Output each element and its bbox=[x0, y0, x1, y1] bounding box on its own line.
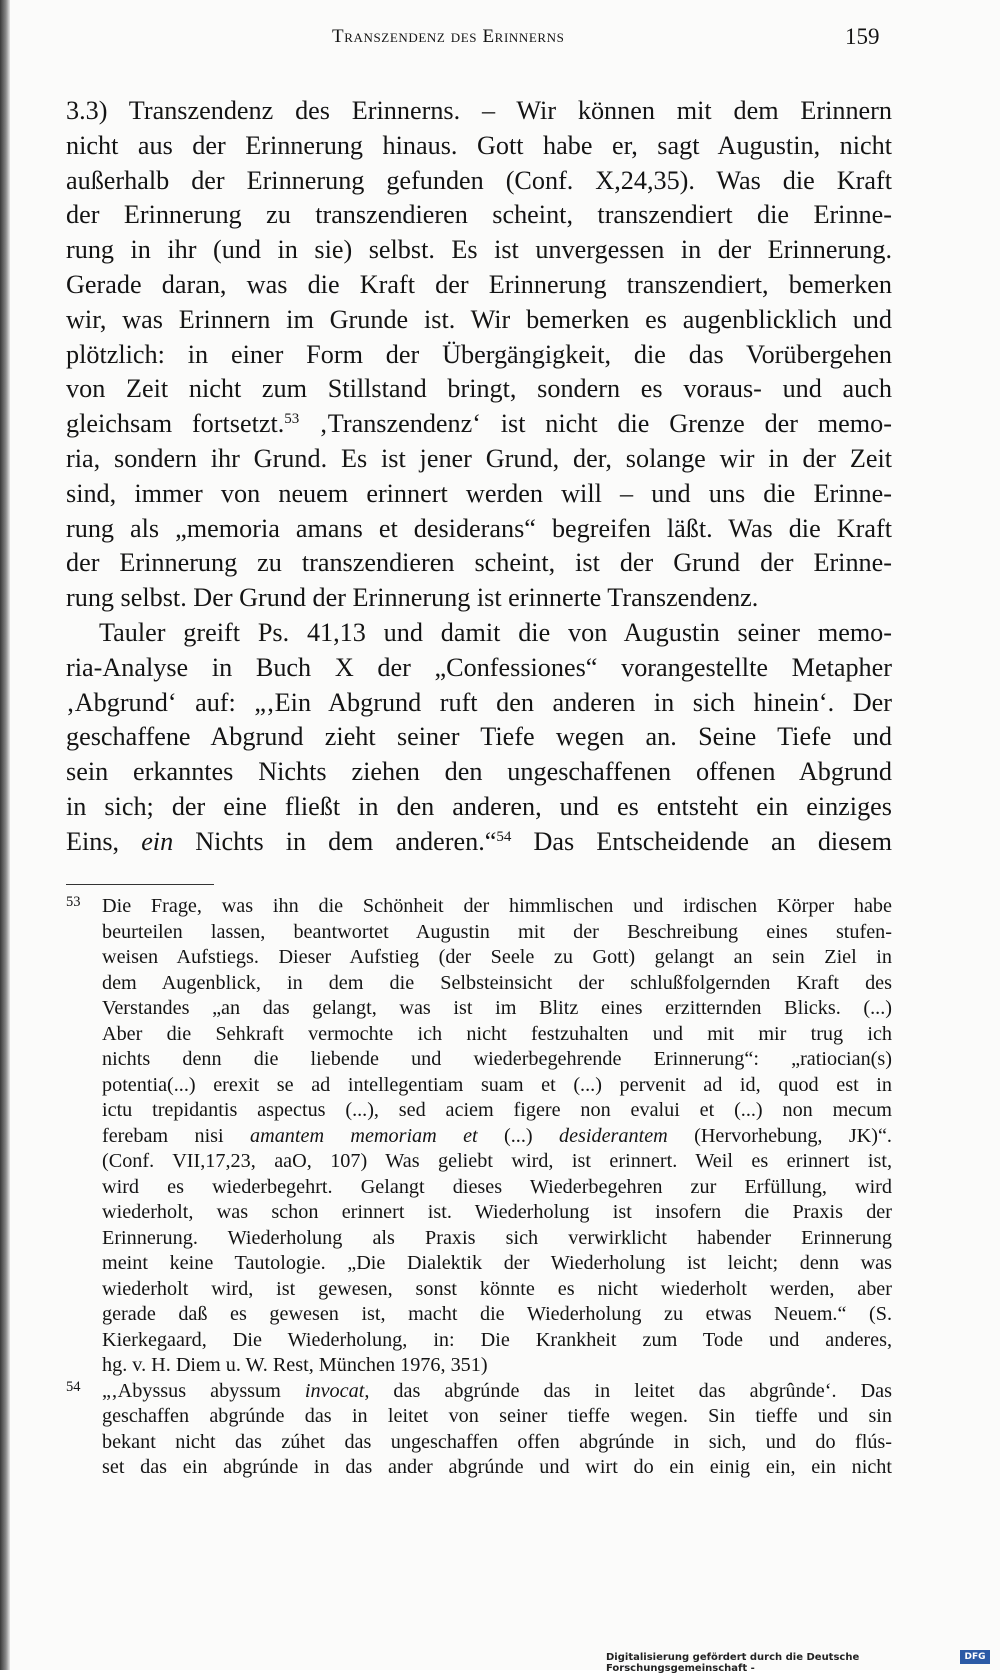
emphasis: invocat bbox=[304, 1379, 365, 1402]
footnote-line: gerade daß es gewesen ist, macht die Wiederholung zu etwas Neuem.“ (S. bbox=[102, 1303, 892, 1325]
footnote-line: meint keine Tautologie. „Die Dialektik der Wiederholung ist leicht; denn was bbox=[102, 1252, 892, 1274]
line-segment: „‚Abyssus abyssum bbox=[102, 1379, 305, 1402]
footnote-line: potentia(...) erexit se ad intellegentiam suam et (...) pervenit ad id, quod est in bbox=[102, 1073, 892, 1096]
line-segment: Nichts in dem anderen.“ bbox=[173, 826, 497, 856]
footnote-53 bbox=[66, 894, 892, 1379]
text-line: wir, was Erinnern im Grunde ist. Wir bemerken es augenblicklich und bbox=[66, 304, 892, 334]
text-line: sind, immer von neuem erinnert werden will – und uns die Erinne- bbox=[66, 478, 892, 508]
text-line: der Erinnerung zu transzendieren scheint, ist der Grund der Erinne- bbox=[66, 548, 892, 578]
footnote-line: dem Augenblick, in dem die Selbsteinsicht der schlußfolgernden Kraft des bbox=[102, 971, 892, 994]
footnote-54 bbox=[66, 1379, 892, 1481]
footnote-line: weisen Aufstiegs. Dieser Aufstieg (der Seele zu Gott) gelangt an sein Ziel in bbox=[102, 946, 892, 968]
line-segment: ferebam nisi bbox=[102, 1124, 251, 1147]
text-line bbox=[66, 825, 892, 860]
text-line: von Zeit nicht zum Stillstand bringt, sondern es voraus- und auch bbox=[66, 374, 892, 404]
footnote-line: beurteilen lassen, beantwortet Augustin mit der Beschreibung eines stufen- bbox=[102, 920, 892, 943]
line-segment: Das Entscheidende an diesem bbox=[511, 826, 892, 856]
text-line: nicht aus der Erinnerung hinaus. Gott habe er, sagt Augustin, nicht bbox=[66, 130, 892, 160]
footnotes bbox=[66, 894, 892, 1481]
text-line: ‚Abgrund‘ auf: „‚Ein Abgrund ruft den anderen in sich hinein‘. Der bbox=[66, 687, 892, 717]
footnote-separator bbox=[66, 884, 214, 885]
text-line: 3.3) Transzendenz des Erinnerns. – Wir können mit dem Erinnern bbox=[66, 96, 892, 125]
line-segment: gleichsam fortsetzt. bbox=[66, 409, 285, 439]
scan-binding-edge bbox=[0, 0, 10, 1670]
text-line: rung in ihr (und in sie) selbst. Es ist unvergessen in der Erinnerung. bbox=[66, 235, 892, 265]
text-line: der Erinnerung zu transzendieren scheint, transzendiert die Erinne- bbox=[66, 200, 892, 230]
text-line: außerhalb der Erinnerung gefunden (Conf. X,24,35). Was die Kraft bbox=[66, 165, 892, 195]
dfg-logo: DFG bbox=[960, 1650, 990, 1664]
emphasis: ein bbox=[141, 826, 174, 856]
text-line: plötzlich: in einer Form der Übergängigkeit, die das Vorübergehen bbox=[66, 339, 892, 369]
text-line: Tauler greift Ps. 41,13 und damit die von Augustin seiner memo- bbox=[99, 617, 892, 647]
footnote-number: 54 bbox=[66, 1378, 81, 1395]
line-segment: (...) bbox=[477, 1124, 559, 1147]
line-segment: , das abgrúnde das in leitet das abgrûnde‘. Das bbox=[364, 1379, 892, 1402]
text-line: geschaffene Abgrund zieht seiner Tiefe wegen an. Seine Tiefe und bbox=[66, 722, 892, 752]
footnote-line: Aber die Sehkraft vermochte ich nicht festzuhalten und mit mir trug ich bbox=[102, 1022, 892, 1045]
footnote-text bbox=[102, 894, 892, 1379]
digitization-credit: Digitalisierung gefördert durch die Deutsche Forschungsgemeinschaft - bbox=[606, 1652, 860, 1674]
footnote-line: nichts denn die liebende und wiederbegehrende Erinnerung“: „ratiocian(s) bbox=[102, 1048, 892, 1070]
page-number: 159 bbox=[845, 24, 880, 49]
footnote-line: Kierkegaard, Die Wiederholung, in: Die Krankheit zum Tode und anderes, bbox=[102, 1328, 892, 1351]
footnote-line: ictu trepidantis aspectus (...), sed aciem figere non evalui et (...) non mecum bbox=[102, 1099, 892, 1121]
line-segment: Eins, bbox=[66, 826, 142, 856]
emphasis: amantem memoriam et bbox=[250, 1124, 478, 1147]
footnote-line: bekant nicht das zúhet das ungeschaffen offen abgrúnde in sich, und do flús- bbox=[102, 1430, 892, 1453]
footnote-line: geschaffen abgrúnde das in leitet von seiner tieffe wegen. Sin tieffe und sin bbox=[102, 1405, 892, 1427]
text-line: ria, sondern ihr Grund. Es ist jener Grund, der, solange wir in der Zeit bbox=[66, 443, 892, 473]
footnote-line: wiederholt, was schon erinnert ist. Wiederholung ist insofern die Praxis der bbox=[102, 1201, 892, 1223]
footnote-line: hg. v. H. Diem u. W. Rest, München 1976, 351) bbox=[102, 1354, 488, 1376]
footnote-line: Erinnerung. Wiederholung als Praxis sich verwirklicht habender Erinnerung bbox=[102, 1226, 892, 1249]
footnote-text bbox=[102, 1379, 892, 1481]
text-line: sein erkanntes Nichts ziehen den ungeschaffenen offenen Abgrund bbox=[66, 757, 892, 787]
footnote-line: wird es wiederbegehrt. Gelangt dieses Wiederbegehren zur Erfüllung, wird bbox=[102, 1175, 892, 1198]
footnote-line: wiederholt wird, ist gewesen, sonst könnte es nicht wiederholt werden, aber bbox=[102, 1277, 892, 1300]
line-segment: (Hervorhebung, JK)“. bbox=[667, 1124, 892, 1147]
running-head: Transzendenz des Erinnerns bbox=[332, 26, 565, 47]
text-line: Gerade daran, was die Kraft der Erinnerung transzendiert, bemerken bbox=[66, 269, 892, 299]
text-line: in sich; der eine fließt in den anderen, und es entsteht ein einziges bbox=[66, 791, 892, 821]
footnote-number: 53 bbox=[66, 894, 81, 910]
footnote-line bbox=[102, 1379, 892, 1405]
footnote-line: Verstandes „an das gelangt, was ist im Blitz eines erzitternden Blicks. (...) bbox=[102, 997, 892, 1019]
text-line: rung als „memoria amans et desiderans“ begreifen läßt. Was die Kraft bbox=[66, 513, 892, 543]
footnote-reference-54: 54 bbox=[496, 828, 512, 845]
footnote-line: set das ein abgrúnde in das ander abgrúnde und wirt do ein einig ein, ein nicht bbox=[102, 1456, 892, 1478]
paragraph bbox=[66, 94, 892, 616]
text-line bbox=[66, 407, 892, 442]
footnote-reference-53: 53 bbox=[284, 411, 300, 428]
emphasis: desiderantem bbox=[558, 1124, 668, 1147]
footnote-line bbox=[102, 1124, 892, 1150]
main-text bbox=[66, 94, 892, 860]
text-line: rung selbst. Der Grund der Erinnerung ist erinnerte Transzendenz. bbox=[66, 583, 759, 613]
footnote-line: Die Frage, was ihn die Schönheit der himmlischen und irdischen Körper habe bbox=[102, 895, 892, 917]
text-line: ria-Analyse in Buch X der „Confessiones“ vorangestellte Metapher bbox=[66, 652, 892, 682]
line-segment: ‚Transzendenz‘ ist nicht die Grenze der memo- bbox=[299, 409, 892, 439]
paragraph bbox=[66, 616, 892, 860]
footnote-line: (Conf. VII,17,23, aaO, 107) Was geliebt wird, ist erinnert. Weil es erinnert ist, bbox=[102, 1150, 892, 1172]
